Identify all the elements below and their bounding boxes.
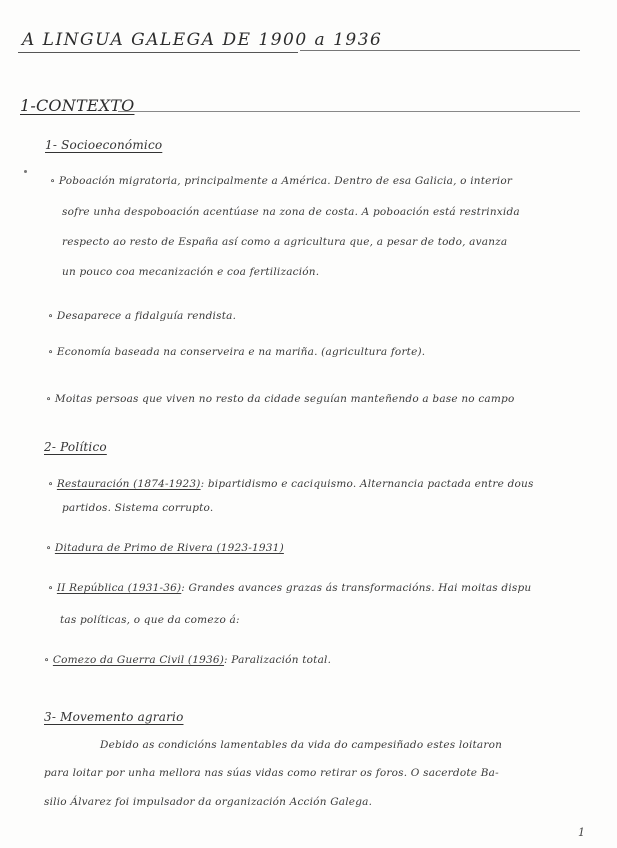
bullet-economia: ∘ Economía baseada na conserveira e na mariña. (agricultura forte).: [48, 346, 426, 358]
bullet-restauracion: ∘ Restauración (1874-1923): bipartidismo e caciquismo. Alternancia pactada entre dous: [48, 478, 534, 490]
bullet-guerra: ∘ Comezo da Guerra Civil (1936): Paralización total.: [44, 654, 332, 666]
subheading-socioeconomico: 1- Socioeconómico: [45, 138, 163, 152]
section-heading-contexto: 1-CONTEXTO: [20, 96, 135, 115]
bullet-poboacion-line-4: un pouco coa mecanización e coa fertilización.: [62, 266, 320, 278]
restauracion-text: : bipartidismo e caciquismo. Alternancia pactada entre dous: [200, 478, 534, 490]
bullet-poboacion-line-2: sofre unha despoboación acentúase na zona de costa. A poboación está restrinxida: [62, 206, 520, 218]
paragraph-agrario-line-3: silio Álvarez foi impulsador da organización Acción Galega.: [44, 796, 373, 808]
title-underline: [18, 52, 298, 53]
guerra-label: Comezo da Guerra Civil (1936): [52, 654, 225, 666]
bullet-restauracion-line-2: partidos. Sistema corrupto.: [62, 502, 214, 514]
guerra-text: : Paralización total.: [224, 654, 332, 666]
bullet-poboacion-line-1: ∘ Poboación migratoria, principalmente a América. Dentro de esa Galicia, o interior: [50, 175, 513, 187]
bullet-republica: ∘ II República (1931-36): Grandes avances grazas ás transformacións. Hai moitas dispu: [48, 582, 532, 594]
bullet-poboacion-line-3: respecto ao resto de España así como a agricultura que, a pesar de todo, avanza: [62, 236, 508, 248]
ditadura-label: Ditadura de Primo de Rivera (1923-1931): [54, 542, 284, 554]
paragraph-agrario-line-1: Debido as condicións lamentables da vida do campesiñado estes loitaron: [100, 739, 503, 751]
republica-text: : Grandes avances grazas ás transformacións. Hai moitas dispu: [181, 582, 532, 594]
bullet-republica-line-2: tas políticas, o que da comezo á:: [60, 614, 240, 626]
republica-label: II República (1931-36): [56, 582, 182, 594]
bullet-fidalguia: ∘ Desaparece a fidalguía rendista.: [48, 310, 237, 322]
title-underline-extension: [300, 50, 580, 51]
subheading-politico: 2- Político: [44, 440, 107, 454]
restauracion-label: Restauración (1874-1923): [56, 478, 201, 490]
page-title: A LINGUA GALEGA DE 1900 a 1936: [22, 30, 383, 50]
section-heading-rule: [118, 111, 580, 112]
paragraph-agrario-line-2: para loitar por unha mellora nas súas vidas como retirar os foros. O sacerdote Ba-: [44, 767, 499, 779]
subheading-movemento-agrario: 3- Movemento agrario: [44, 710, 184, 724]
bullet-campo: ∘ Moitas persoas que viven no resto da cidade seguían manteñendo a base no campo: [46, 393, 515, 405]
margin-mark: [24, 170, 27, 173]
bullet-ditadura: ∘ Ditadura de Primo de Rivera (1923-1931): [46, 542, 284, 554]
page-number: 1: [578, 826, 586, 839]
